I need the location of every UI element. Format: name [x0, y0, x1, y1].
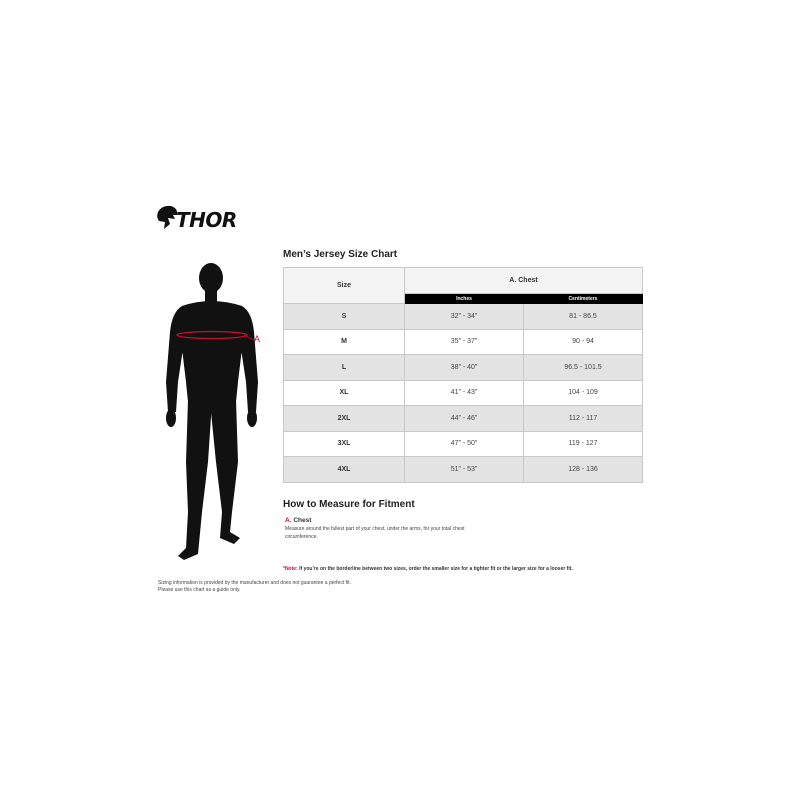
chest-label-text: Chest: [293, 517, 312, 524]
inches-cell: 44” - 46”: [405, 406, 524, 432]
chest-letter: A.: [285, 517, 292, 524]
cm-cell: 90 - 94: [524, 329, 643, 355]
table-row: [284, 355, 643, 381]
inches-cell: 32” - 34”: [405, 304, 524, 330]
size-cell: 2XL: [284, 406, 405, 432]
table-row: [284, 380, 643, 406]
size-column-header: Size: [284, 268, 405, 304]
sizing-note: [283, 566, 573, 572]
table-row: [284, 431, 643, 457]
table-row: [284, 329, 643, 355]
size-cell: 4XL: [284, 457, 405, 483]
chest-instruction-label: [285, 517, 311, 524]
cm-cell: 81 - 86.5: [524, 304, 643, 330]
note-text: If you’re on the borderline between two sizes, order the smaller size for a tighter fit or the larger size for a looser fit.: [299, 566, 573, 572]
disclaimer: [158, 580, 418, 594]
table-row: [284, 304, 643, 330]
cm-cell: 96.5 - 101.5: [524, 355, 643, 381]
inches-cell: 51” - 53”: [405, 457, 524, 483]
size-cell: L: [284, 355, 405, 381]
disclaimer-line-1: Sizing information is provided by the manufacturer and does not guarantee a perfect fit.: [158, 580, 351, 586]
body-figure: [158, 262, 266, 562]
cm-cell: 112 - 117: [524, 406, 643, 432]
inches-cell: 47” - 50”: [405, 431, 524, 457]
inches-header: Inches: [405, 294, 524, 304]
inches-cell: 38” - 40”: [405, 355, 524, 381]
size-table: [283, 267, 643, 483]
table-row: [284, 406, 643, 432]
size-cell: S: [284, 304, 405, 330]
disclaimer-line-2: Please use this chart as a guide only.: [158, 587, 241, 593]
note-label: *Note:: [283, 566, 298, 572]
inches-cell: 35” - 37”: [405, 329, 524, 355]
chest-instruction-text: Measure around the fullest part of your chest, under the arms, for your total chest circumference.: [285, 526, 465, 540]
chest-group-header: A. Chest: [405, 268, 643, 294]
cm-cell: 119 - 127: [524, 431, 643, 457]
size-cell: 3XL: [284, 431, 405, 457]
table-row: [284, 457, 643, 483]
cm-cell: 128 - 136: [524, 457, 643, 483]
chart-title: Men’s Jersey Size Chart: [283, 249, 398, 260]
centimeters-header: Centimeters: [524, 294, 643, 304]
size-cell: XL: [284, 380, 405, 406]
brand-wordmark: THOR: [176, 208, 237, 232]
size-cell: M: [284, 329, 405, 355]
cm-cell: 104 - 109: [524, 380, 643, 406]
inches-cell: 41” - 43”: [405, 380, 524, 406]
chest-marker-label: A: [254, 334, 261, 344]
howto-title: How to Measure for Fitment: [283, 499, 415, 510]
